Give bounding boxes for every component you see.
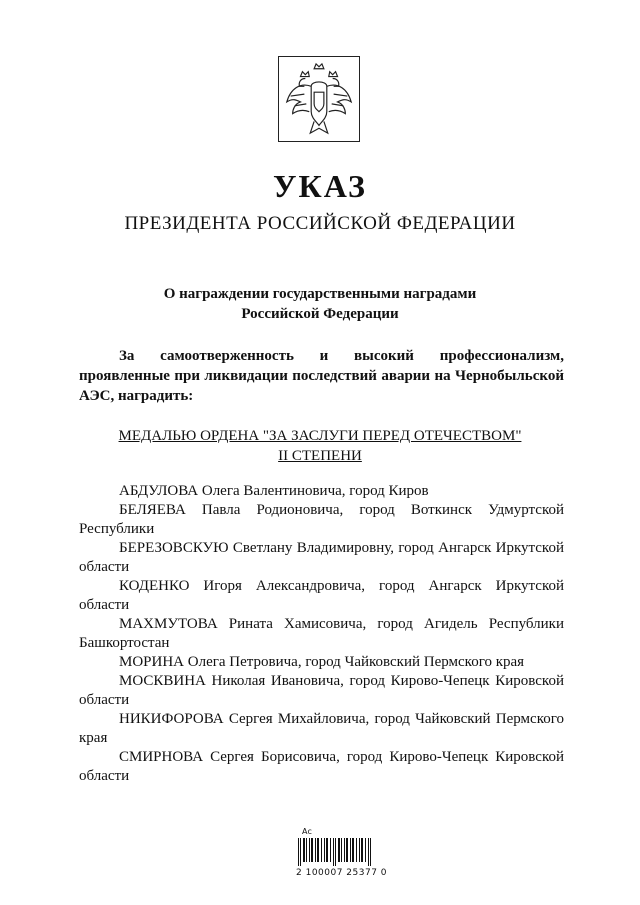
recipient-item: СМИРНОВА Сергея Борисовича, город Кирово-Чепецк Кировской области [79,749,564,784]
recipient-item: МОСКВИНА Николая Ивановича, город Кирово-Чепецк Кировской области [79,673,564,708]
recipient-item: БЕРЕЗОВСКУЮ Светлану Владимировну, город Ангарск Иркутской области [79,540,564,575]
decree-heading-line: Российской Федерации [241,306,399,322]
award-name-line: МЕДАЛЬЮ ОРДЕНА "ЗА ЗАСЛУГИ ПЕРЕД ОТЕЧЕСТВОМ" [118,428,522,444]
double-headed-eagle-icon [279,57,359,141]
recipient-item: АБДУЛОВА Олега Валентиновича, город Киров [119,483,429,499]
recipient-item: БЕЛЯЕВА Павла Родионовича, город Воткинск Удмуртской Республики [79,502,564,537]
decree-title: УКАЗ [273,168,367,204]
award-name-line: II СТЕПЕНИ [278,448,362,464]
decree-preamble: За самоотверженность и высокий профессионализм, проявленные при ликвидации последствий аварии на Чернобыльской АЭС, наградить: [79,348,564,404]
recipient-item: МАХМУТОВА Рината Хамисовича, город Агидель Республики Башкортостан [79,616,564,651]
decree-subtitle: ПРЕЗИДЕНТА РОССИЙСКОЙ ФЕДЕРАЦИИ [124,213,516,234]
recipient-item: НИКИФОРОВА Сергея Михайловича, город Чайковский Пермского края [79,711,564,746]
award-name [0,426,640,466]
decree-heading-line: О награждении государственными наградами [163,286,477,302]
decree-heading [0,284,640,324]
barcode-mark: Ас [302,827,312,836]
recipients-list [79,482,564,786]
coat-of-arms-emblem [278,56,360,142]
recipient-item: КОДЕНКО Игоря Александровича, город Ангарск Иркутской области [79,578,564,613]
recipient-item: МОРИНА Олега Петровича, город Чайковский Пермского края [119,654,525,670]
barcode-icon [298,838,374,866]
barcode-number: 2 100007 25377 0 [296,868,388,878]
